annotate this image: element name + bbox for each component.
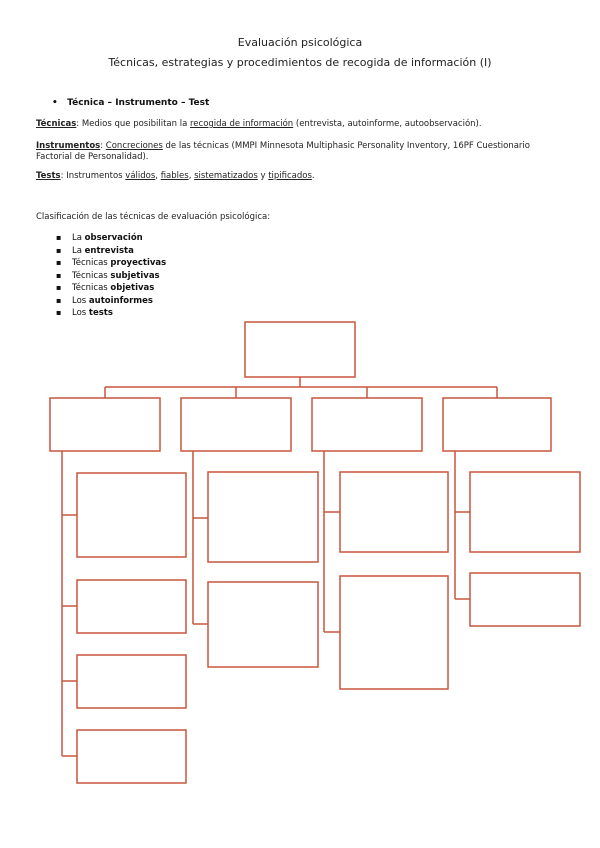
separator: , [155,171,161,181]
list-item: ▪ Técnicas proyectivas [56,257,166,270]
separator: , [188,171,195,181]
definition-text: (entrevista, autoinforme, autoobservación). [293,119,482,129]
diagram-category-box [312,398,422,451]
diagram-child-box [208,472,318,562]
diagram-child-box [340,576,448,689]
list-item: ▪ La entrevista [56,245,166,258]
page-subtitle: Técnicas, estrategias y procedimientos de recogida de información (I) [108,56,492,69]
word-validos: válidos [125,171,156,181]
definition-underlined: Concreciones [105,141,163,151]
diagram-child-box [77,655,186,708]
classification-intro: Clasificación de las técnicas de evaluación psicológica: [36,212,271,222]
list-item: ▪ Técnicas subjetivas [56,270,166,283]
separator: . [311,171,315,181]
main-bullet-text: Técnica – Instrumento – Test [67,98,210,108]
definition-text: : Medios que posibilitan la [76,119,190,129]
diagram-child-box [77,580,186,633]
definition-text: de las técnicas (MMPI Minnesota Multiphasic Personality Inventory, 16PF Cuestionario Factorial de Personalidad). [36,141,530,162]
diagram-category-box [50,398,160,451]
word-tipificados: tipificados [268,171,312,181]
term-tests: Tests [36,171,61,181]
diagram-category-box [181,398,291,451]
definition-text: : [100,141,106,151]
diagram-root-box [245,322,355,377]
separator: y [257,171,269,181]
word-sistematizados: sistematizados [194,171,258,181]
term-instrumentos: Instrumentos [36,141,101,151]
term-tecnicas: Técnicas [36,119,77,129]
page-title: Evaluación psicológica [237,36,363,49]
definition-underlined: recogida de información [189,119,294,129]
diagram-category-box [443,398,551,451]
word-fiables: fiables [160,171,189,181]
bullet-dot: • [52,98,58,108]
diagram-child-box [77,730,186,783]
definition-text: : Instrumentos [60,171,126,181]
list-item: ▪ La observación [56,232,166,245]
diagram-child-box [208,582,318,667]
diagram-child-box [470,472,580,552]
diagram-child-box [77,473,186,557]
list-item: ▪ Los tests [56,307,166,320]
list-item: ▪ Los autoinformes [56,295,166,308]
list-item: ▪ Técnicas objetivas [56,282,166,295]
diagram-child-box [470,573,580,626]
diagram-child-box [340,472,448,552]
